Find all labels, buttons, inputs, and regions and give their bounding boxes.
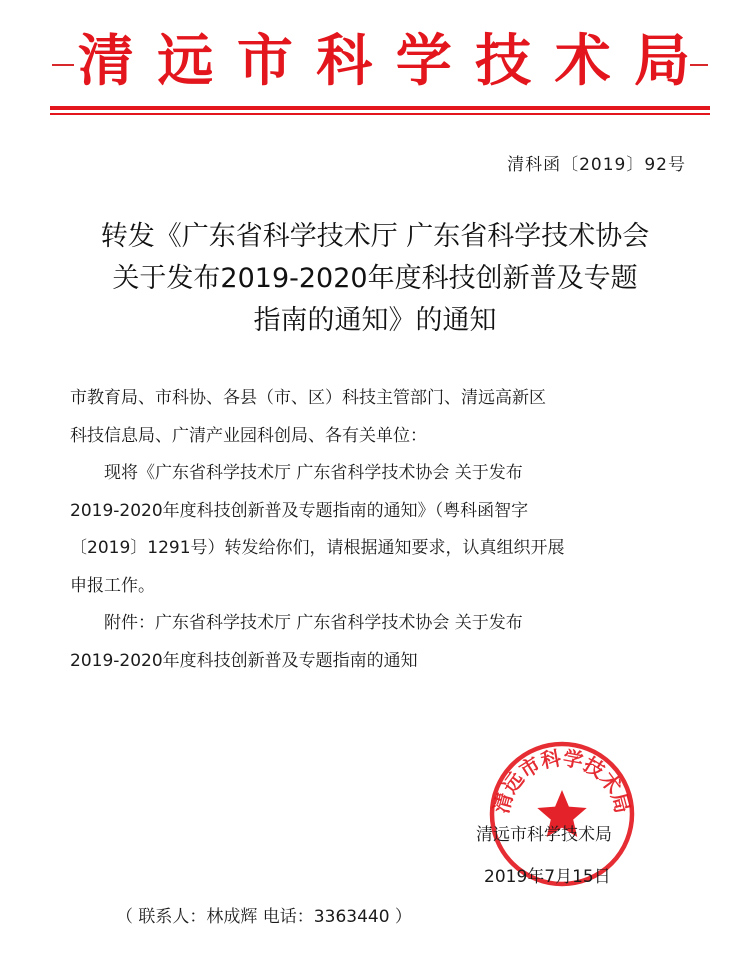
- signature-authority: 清远市科学技术局: [476, 825, 612, 845]
- paragraph-line: 2019-2020年度科技创新普及专题指南的通知》（粤科函智字: [70, 500, 529, 521]
- title-line: 指南的通知》的通知: [253, 305, 497, 336]
- attachment-line: 2019-2020年度科技创新普及专题指南的通知: [70, 650, 418, 671]
- header-rule-right: [690, 64, 708, 66]
- red-divider-thick: [50, 106, 710, 110]
- issuing-authority-header: 清远市科学技术局: [78, 28, 690, 94]
- recipients-line: 市教育局、市科协、各县（市、区）科技主管部门、清远高新区: [70, 388, 546, 408]
- recipients-line: 科技信息局、广清产业园科创局、各有关单位：: [70, 425, 427, 446]
- title-line: 转发《广东省科学技术厅 广东省科学技术协会: [100, 221, 650, 252]
- paragraph-line: 〔2019〕1291号）转发给你们，请根据通知要求，认真组织开展: [70, 538, 565, 558]
- red-divider-thin: [50, 113, 710, 115]
- seal-text: 清远市科学技术局: [488, 745, 636, 816]
- document-number: 清科函〔2019〕92号: [507, 155, 686, 175]
- header-rule-left: [52, 64, 74, 66]
- paragraph-line: 现将《广东省科学技术厅 广东省科学技术协会 关于发布: [104, 463, 523, 483]
- paragraph-line: 申报工作。: [70, 575, 155, 596]
- attachment-line: 附件：广东省科学技术厅 广东省科学技术协会 关于发布: [104, 613, 523, 633]
- title-line: 关于发布2019-2020年度科技创新普及专题: [112, 263, 638, 294]
- document-title: [0, 216, 750, 342]
- contact-info: （ 联系人：林成辉 电话：3363440 ）: [116, 907, 412, 927]
- document-body: [70, 380, 690, 680]
- issue-date: 2019年7月15日: [484, 867, 611, 887]
